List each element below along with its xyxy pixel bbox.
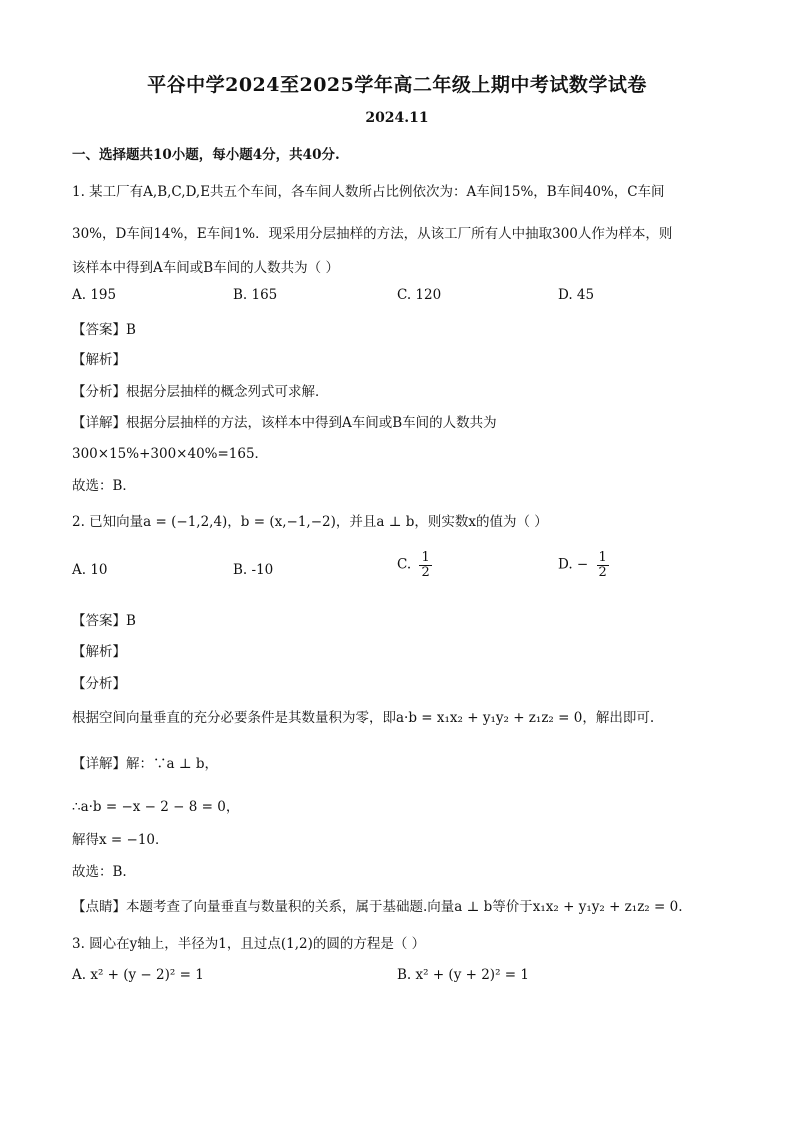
q2-option-b: B. -10 (233, 562, 274, 578)
q2-detail-3: 解得x = −10． (72, 832, 169, 848)
q1-text-line-3: 该样本中得到A车间或B车间的人数共为（ ） (72, 260, 339, 276)
q1-analysis-heading: 【解析】 (72, 352, 126, 368)
q1-option-d: D. 45 (558, 287, 595, 303)
q2-option-d-denominator: 2 (598, 564, 607, 580)
q2-option-d-fraction (597, 551, 609, 579)
q2-analysis-heading: 【解析】 (72, 644, 126, 660)
q1-fenxi: 【分析】根据分层抽样的概念列式可求解． (72, 384, 329, 400)
q3-option-a: A. x² + (y − 2)² = 1 (72, 967, 204, 983)
q2-option-a: A. 10 (72, 562, 108, 578)
q2-detail-2: ∴a·b = −x − 2 − 8 = 0， (72, 799, 240, 815)
q1-detail-2: 300×15%+300×40%=165． (72, 446, 269, 462)
q1-detail-1: 【详解】根据分层抽样的方法，该样本中得到A车间或B车间的人数共为 (72, 415, 497, 431)
q2-option-c-numerator: 1 (421, 550, 430, 565)
q2-fenxi-heading: 【分析】 (72, 676, 126, 692)
q2-option-c-label: C. (397, 556, 412, 573)
q2-fenxi-text: 根据空间向量垂直的充分必要条件是其数量积为零，即a·b = x₁x₂ + y₁y₂ + z₁z₂ = 0，解出即可. (72, 710, 655, 726)
q2-dianjing: 【点睛】本题考查了向量垂直与数量积的关系，属于基础题.向量a ⊥ b等价于x₁x₂ + y₁y₂ + z₁z₂ = 0. (72, 899, 683, 915)
q1-option-a: A. 195 (72, 287, 117, 303)
q3-text-line-1: 3. 圆心在y轴上，半径为1，且过点(1,2)的圆的方程是（ ） (72, 936, 426, 952)
q2-answer: 【答案】B (72, 613, 136, 629)
q2-text-line-1: 2. 已知向量a = (−1,2,4)，b = (x,−1,−2)，并且a ⊥ b，则实数x的值为（ ） (72, 514, 548, 530)
q1-text-line-1: 1. 某工厂有A,B,C,D,E共五个车间，各车间人数所占比例依次为：A车间15%，B车间40%，C车间 (72, 184, 665, 200)
q2-option-c-denominator: 2 (421, 564, 430, 580)
q2-option-d (558, 551, 609, 579)
q1-text-line-2: 30%，D车间14%，E车间1%．现采用分层抽样的方法，从该工厂所有人中抽取300人作为样本，则 (72, 226, 673, 242)
q2-option-c-fraction (419, 551, 431, 579)
exam-title: 平谷中学2024至2025学年高二年级上期中考试数学试卷 (147, 74, 647, 96)
q1-choose: 故选：B． (72, 478, 136, 494)
q2-detail-1: 【详解】解：∵a ⊥ b， (72, 756, 218, 772)
q1-answer: 【答案】B (72, 322, 136, 338)
q1-option-b: B. 165 (233, 287, 278, 303)
q2-option-d-numerator: 1 (598, 550, 607, 565)
q3-option-b: B. x² + (y + 2)² = 1 (397, 967, 529, 983)
section-heading: 一、选择题共10小题，每小题4分，共40分. (72, 147, 340, 163)
q2-choose: 故选：B. (72, 864, 127, 880)
q2-option-d-label: D. − (558, 556, 589, 573)
q1-option-c: C. 120 (397, 287, 442, 303)
exam-date: 2024.11 (365, 110, 429, 126)
q2-option-c (397, 551, 432, 579)
